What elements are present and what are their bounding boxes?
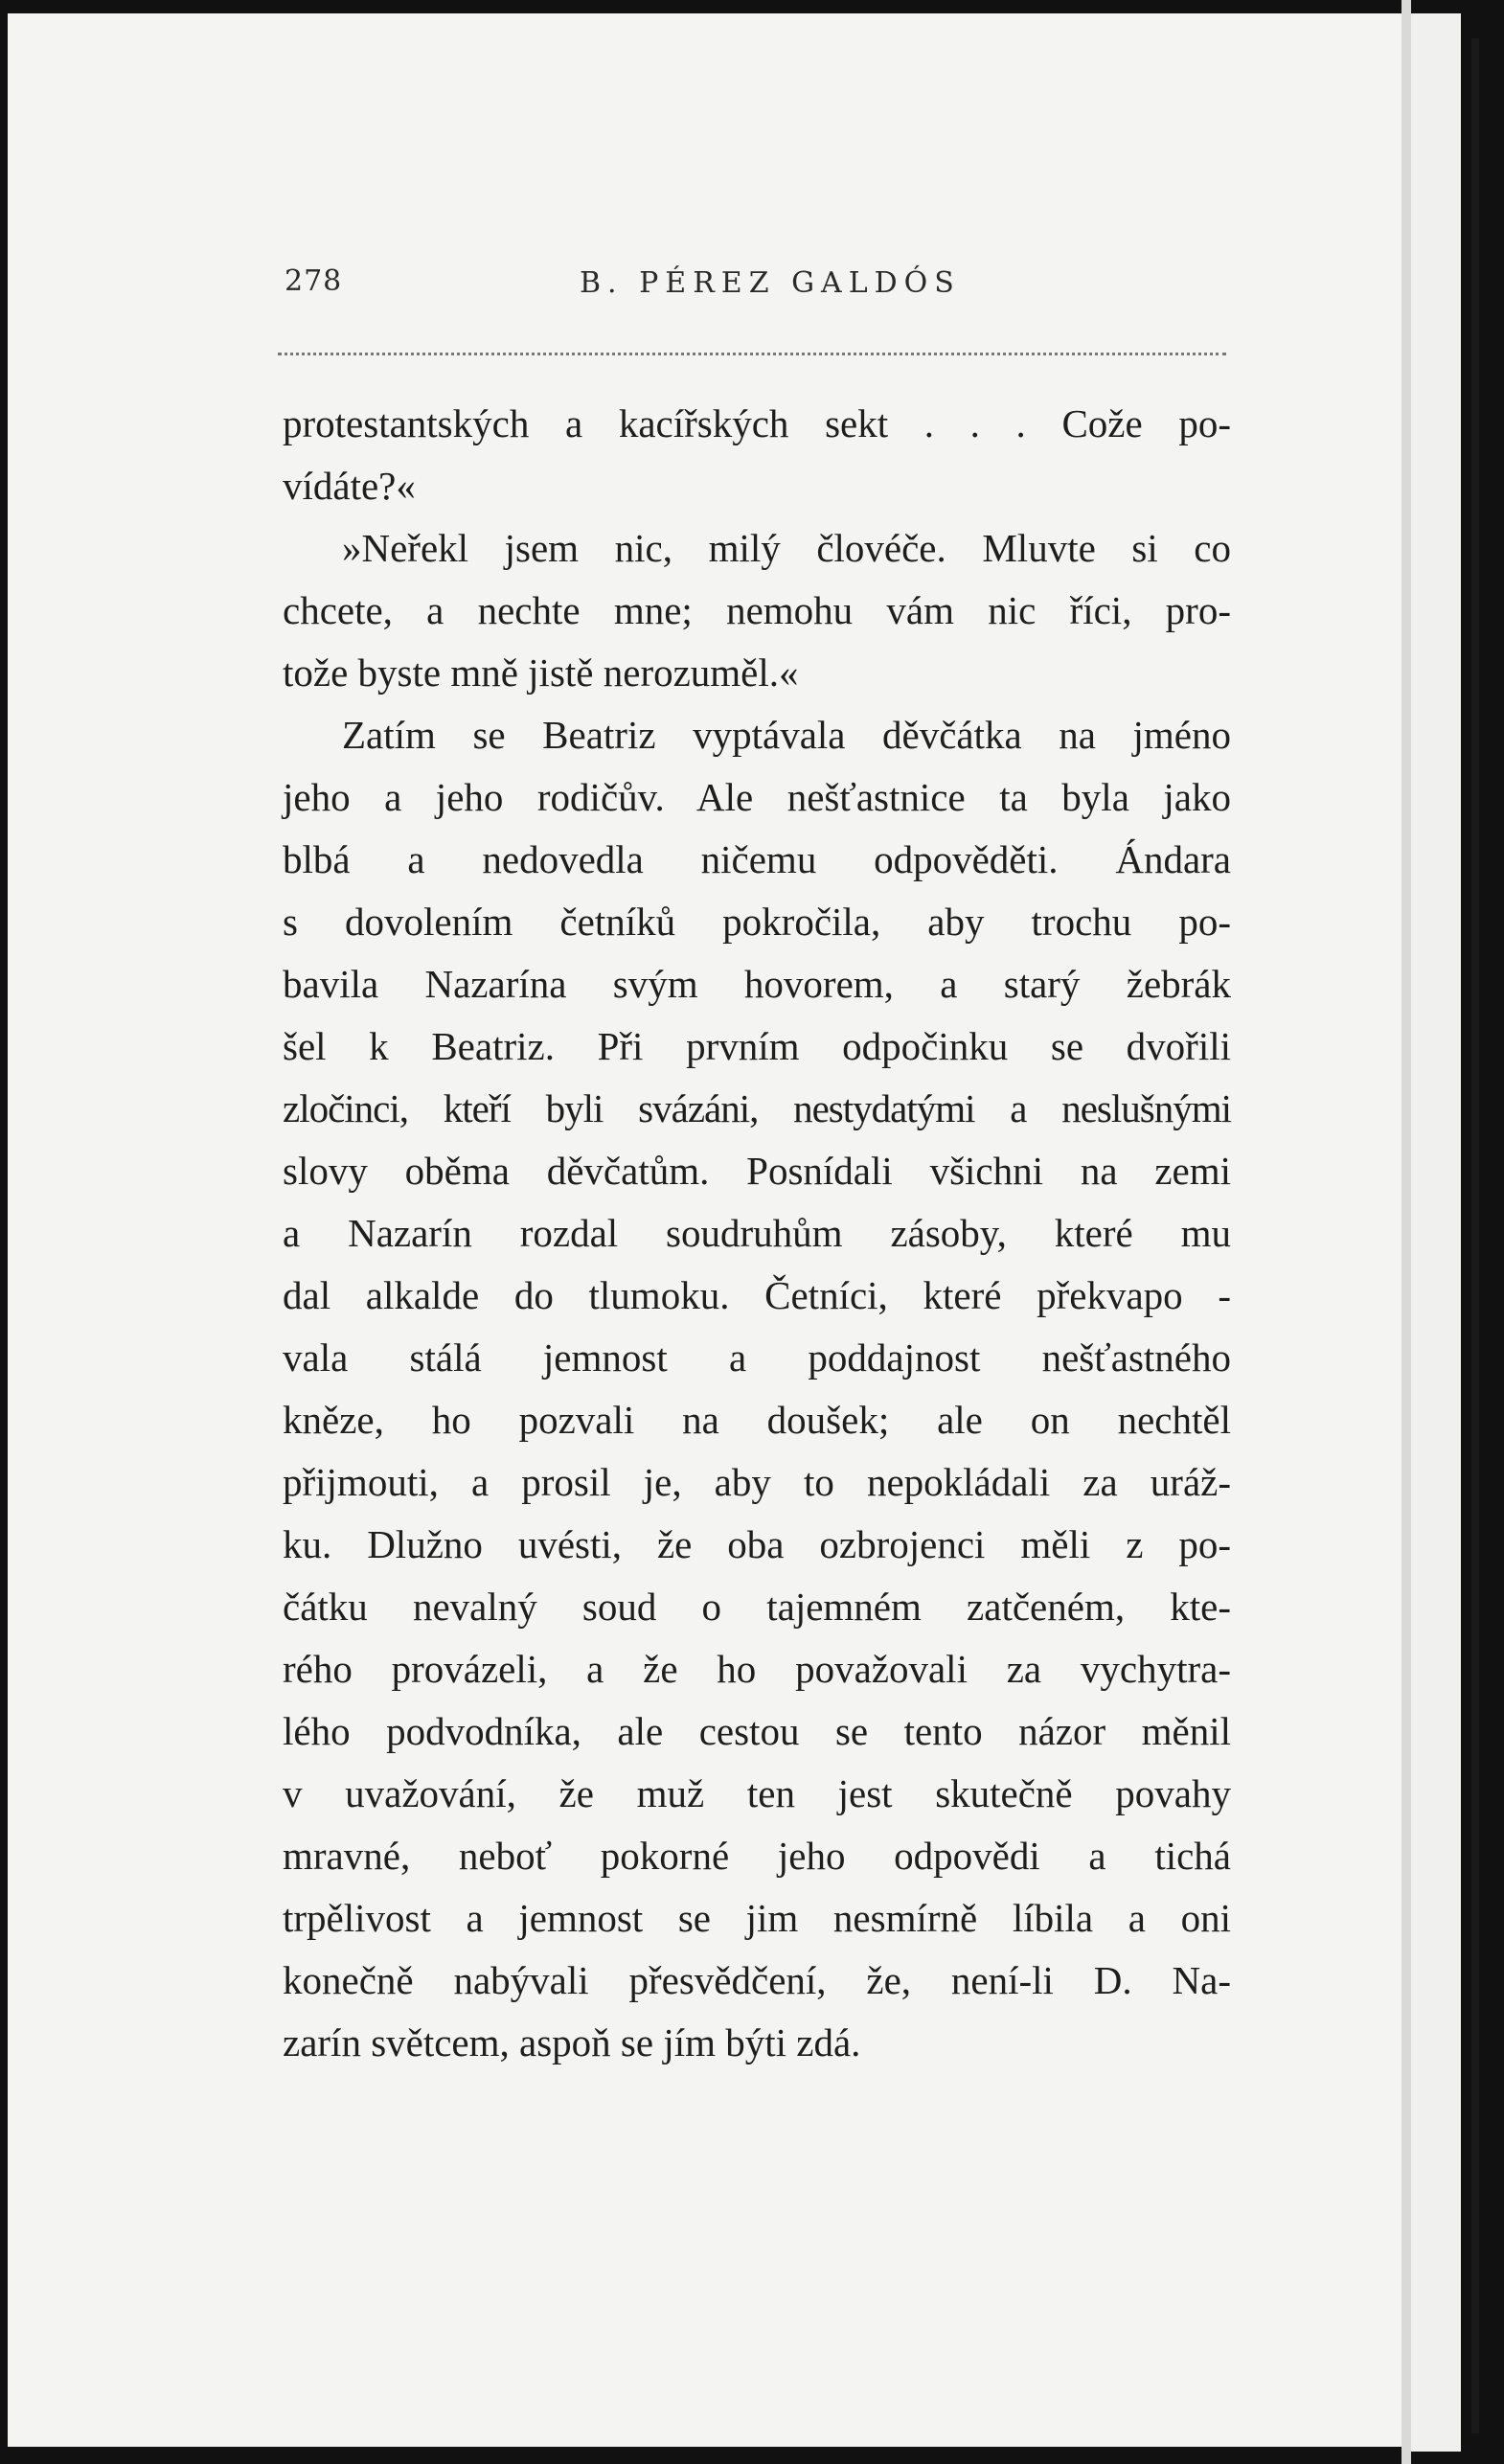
text-line: vala stálá jemnost a poddajnost nešťastného: [283, 1335, 1231, 1380]
text-line: mravné, neboť pokorné jeho odpovědi a tichá: [283, 1834, 1231, 1878]
text-line: Zatím se Beatriz vyptávala děvčátka na jméno: [342, 713, 1231, 757]
text-line: šel k Beatriz. Při prvním odpočinku se dvořili: [283, 1024, 1231, 1068]
text-line: tože byste mně jistě nerozuměl.«: [283, 650, 799, 695]
text-line: ku. Dlužno uvésti, že oba ozbrojenci měli z po-: [283, 1522, 1231, 1566]
page-gutter: [1401, 0, 1411, 2464]
text-line: zarín světcem, aspoň se jím býti zdá.: [283, 2020, 861, 2065]
text-line: rého provázeli, a že ho považovali za vychytra-: [283, 1647, 1231, 1691]
text-line: vídáte?«: [283, 464, 416, 508]
text-line: čátku nevalný soud o tajemném zatčeném, kte-: [283, 1585, 1231, 1629]
text-line: protestantských a kacířských sekt . . . Cože po-: [283, 401, 1231, 445]
text-line: dal alkalde do tlumoku. Četníci, které překvapo -: [283, 1273, 1231, 1317]
text-line: zločinci, kteří byli svázáni, nestydatými a neslušnými: [283, 1086, 1231, 1130]
text-line: bavila Nazarína svým hovorem, a starý žebrák: [283, 962, 1231, 1006]
page-edge: [1411, 13, 1461, 2452]
text-line: přijmouti, a prosil je, aby to nepokládali za uráž-: [283, 1460, 1231, 1504]
text-line: trpělivost a jemnost se jim nesmírně líbila a oni: [283, 1896, 1231, 1940]
text-line: slovy oběma děvčatům. Posnídali všichni na zemi: [283, 1149, 1231, 1193]
text-line: v uvažování, že muž ten jest skutečně povahy: [283, 1771, 1231, 1815]
header-rule: [278, 353, 1226, 355]
text-line: s dovolením četníků pokročila, aby trochu po-: [283, 900, 1231, 944]
page-edge-shadow: [1471, 38, 1479, 2433]
text-line: lého podvodníka, ale cestou se tento názor měnil: [283, 1709, 1231, 1753]
text-line: jeho a jeho rodičův. Ale nešťastnice ta byla jako: [283, 775, 1231, 819]
page-number: 278: [285, 264, 343, 298]
text-line: chcete, a nechte mne; nemohu vám nic říci, pro-: [283, 588, 1231, 632]
running-head-author: B. PÉREZ GALDÓS: [580, 266, 961, 300]
body-text: [283, 393, 1231, 2074]
running-head: [273, 261, 1231, 318]
text-line: blbá a nedovedla ničemu odpověděti. Ándara: [283, 837, 1231, 881]
text-line: a Nazarín rozdal soudruhům zásoby, které mu: [283, 1211, 1231, 1255]
text-line: konečně nabývali přesvědčení, že, není-li D. Na-: [283, 1958, 1231, 2002]
text-line: kněze, ho pozvali na doušek; ale on nechtěl: [283, 1398, 1231, 1442]
text-line: »Neřekl jsem nic, milý človéče. Mluvte si co: [342, 526, 1231, 570]
